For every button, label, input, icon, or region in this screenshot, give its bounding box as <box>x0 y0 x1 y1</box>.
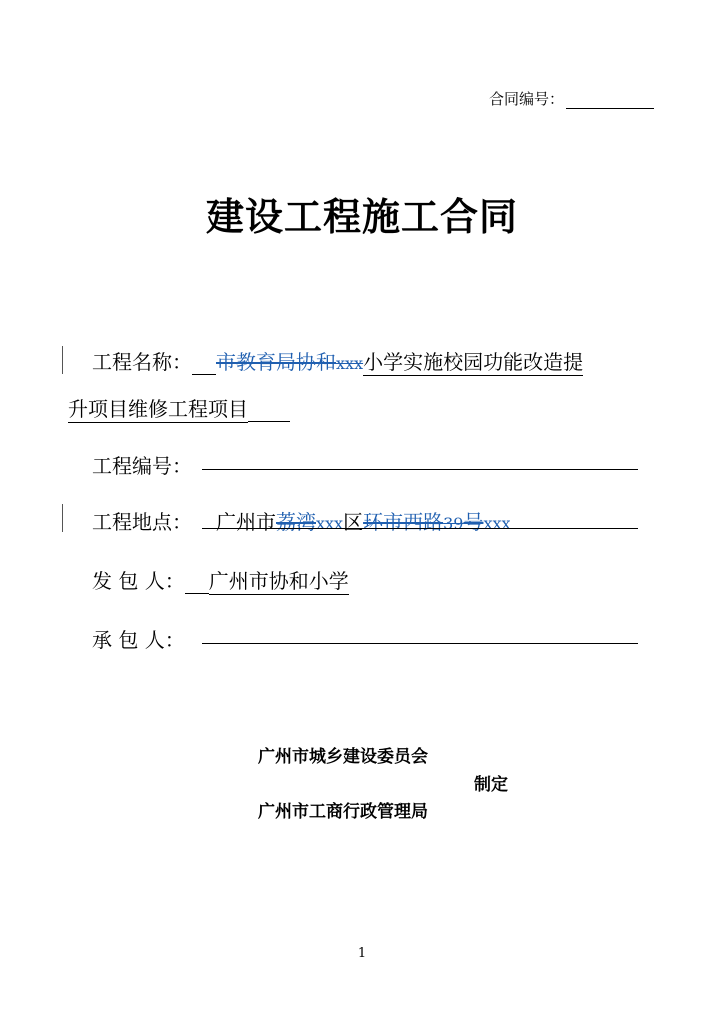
employer-row <box>92 565 349 594</box>
location-district-suffix: 区 <box>343 510 364 534</box>
contract-number-blank[interactable] <box>566 92 654 109</box>
project-name-text-line2: 升项目维修工程项目 <box>68 397 248 421</box>
contractor-label: 承 包 人： <box>92 628 185 652</box>
project-name-label: 工程名称： <box>92 350 192 374</box>
project-number-row <box>92 450 192 479</box>
project-name-row-2 <box>68 393 290 422</box>
contract-number-label: 合同编号： <box>488 90 564 108</box>
employer-label: 发 包 人： <box>92 569 185 593</box>
project-name-underline-tail <box>248 401 290 422</box>
project-location-label: 工程地点： <box>92 510 192 534</box>
project-name-underline-lead <box>192 354 216 375</box>
revision-change-bar <box>62 346 63 374</box>
employer-value: 广州市协和小学 <box>208 569 349 593</box>
location-code-2: xxx <box>483 514 511 533</box>
project-location-row <box>92 506 511 535</box>
location-deleted-district: 荔湾 <box>276 510 316 534</box>
project-number-input-line[interactable] <box>202 469 638 470</box>
contractor-row <box>92 624 185 653</box>
issuer-made: 制定 <box>474 775 508 795</box>
project-name-code: xxx <box>336 354 364 373</box>
issuer-construction-committee: 广州市城乡建设委员会 <box>258 747 428 767</box>
location-deleted-road: 环市西路 <box>363 510 444 534</box>
location-number: 39 <box>443 514 464 533</box>
contract-number <box>489 88 654 109</box>
contractor-input-line[interactable] <box>202 643 638 644</box>
page-number: 1 <box>357 946 367 961</box>
project-name-row <box>92 346 583 375</box>
project-number-label: 工程编号： <box>92 454 192 478</box>
project-name-deleted: 市教育局协和 <box>216 350 336 374</box>
issuer-industry-commerce-bureau: 广州市工商行政管理局 <box>258 802 428 822</box>
location-city: 广州市 <box>216 510 276 534</box>
document-title: 建设工程施工合同 <box>205 194 518 239</box>
project-name-text-line1: 小学实施校园功能改造提 <box>363 350 584 374</box>
location-deleted-hao: 号 <box>463 510 484 534</box>
location-code-1: xxx <box>316 514 344 533</box>
project-location-input-line[interactable] <box>202 528 638 529</box>
revision-change-bar <box>62 504 63 532</box>
